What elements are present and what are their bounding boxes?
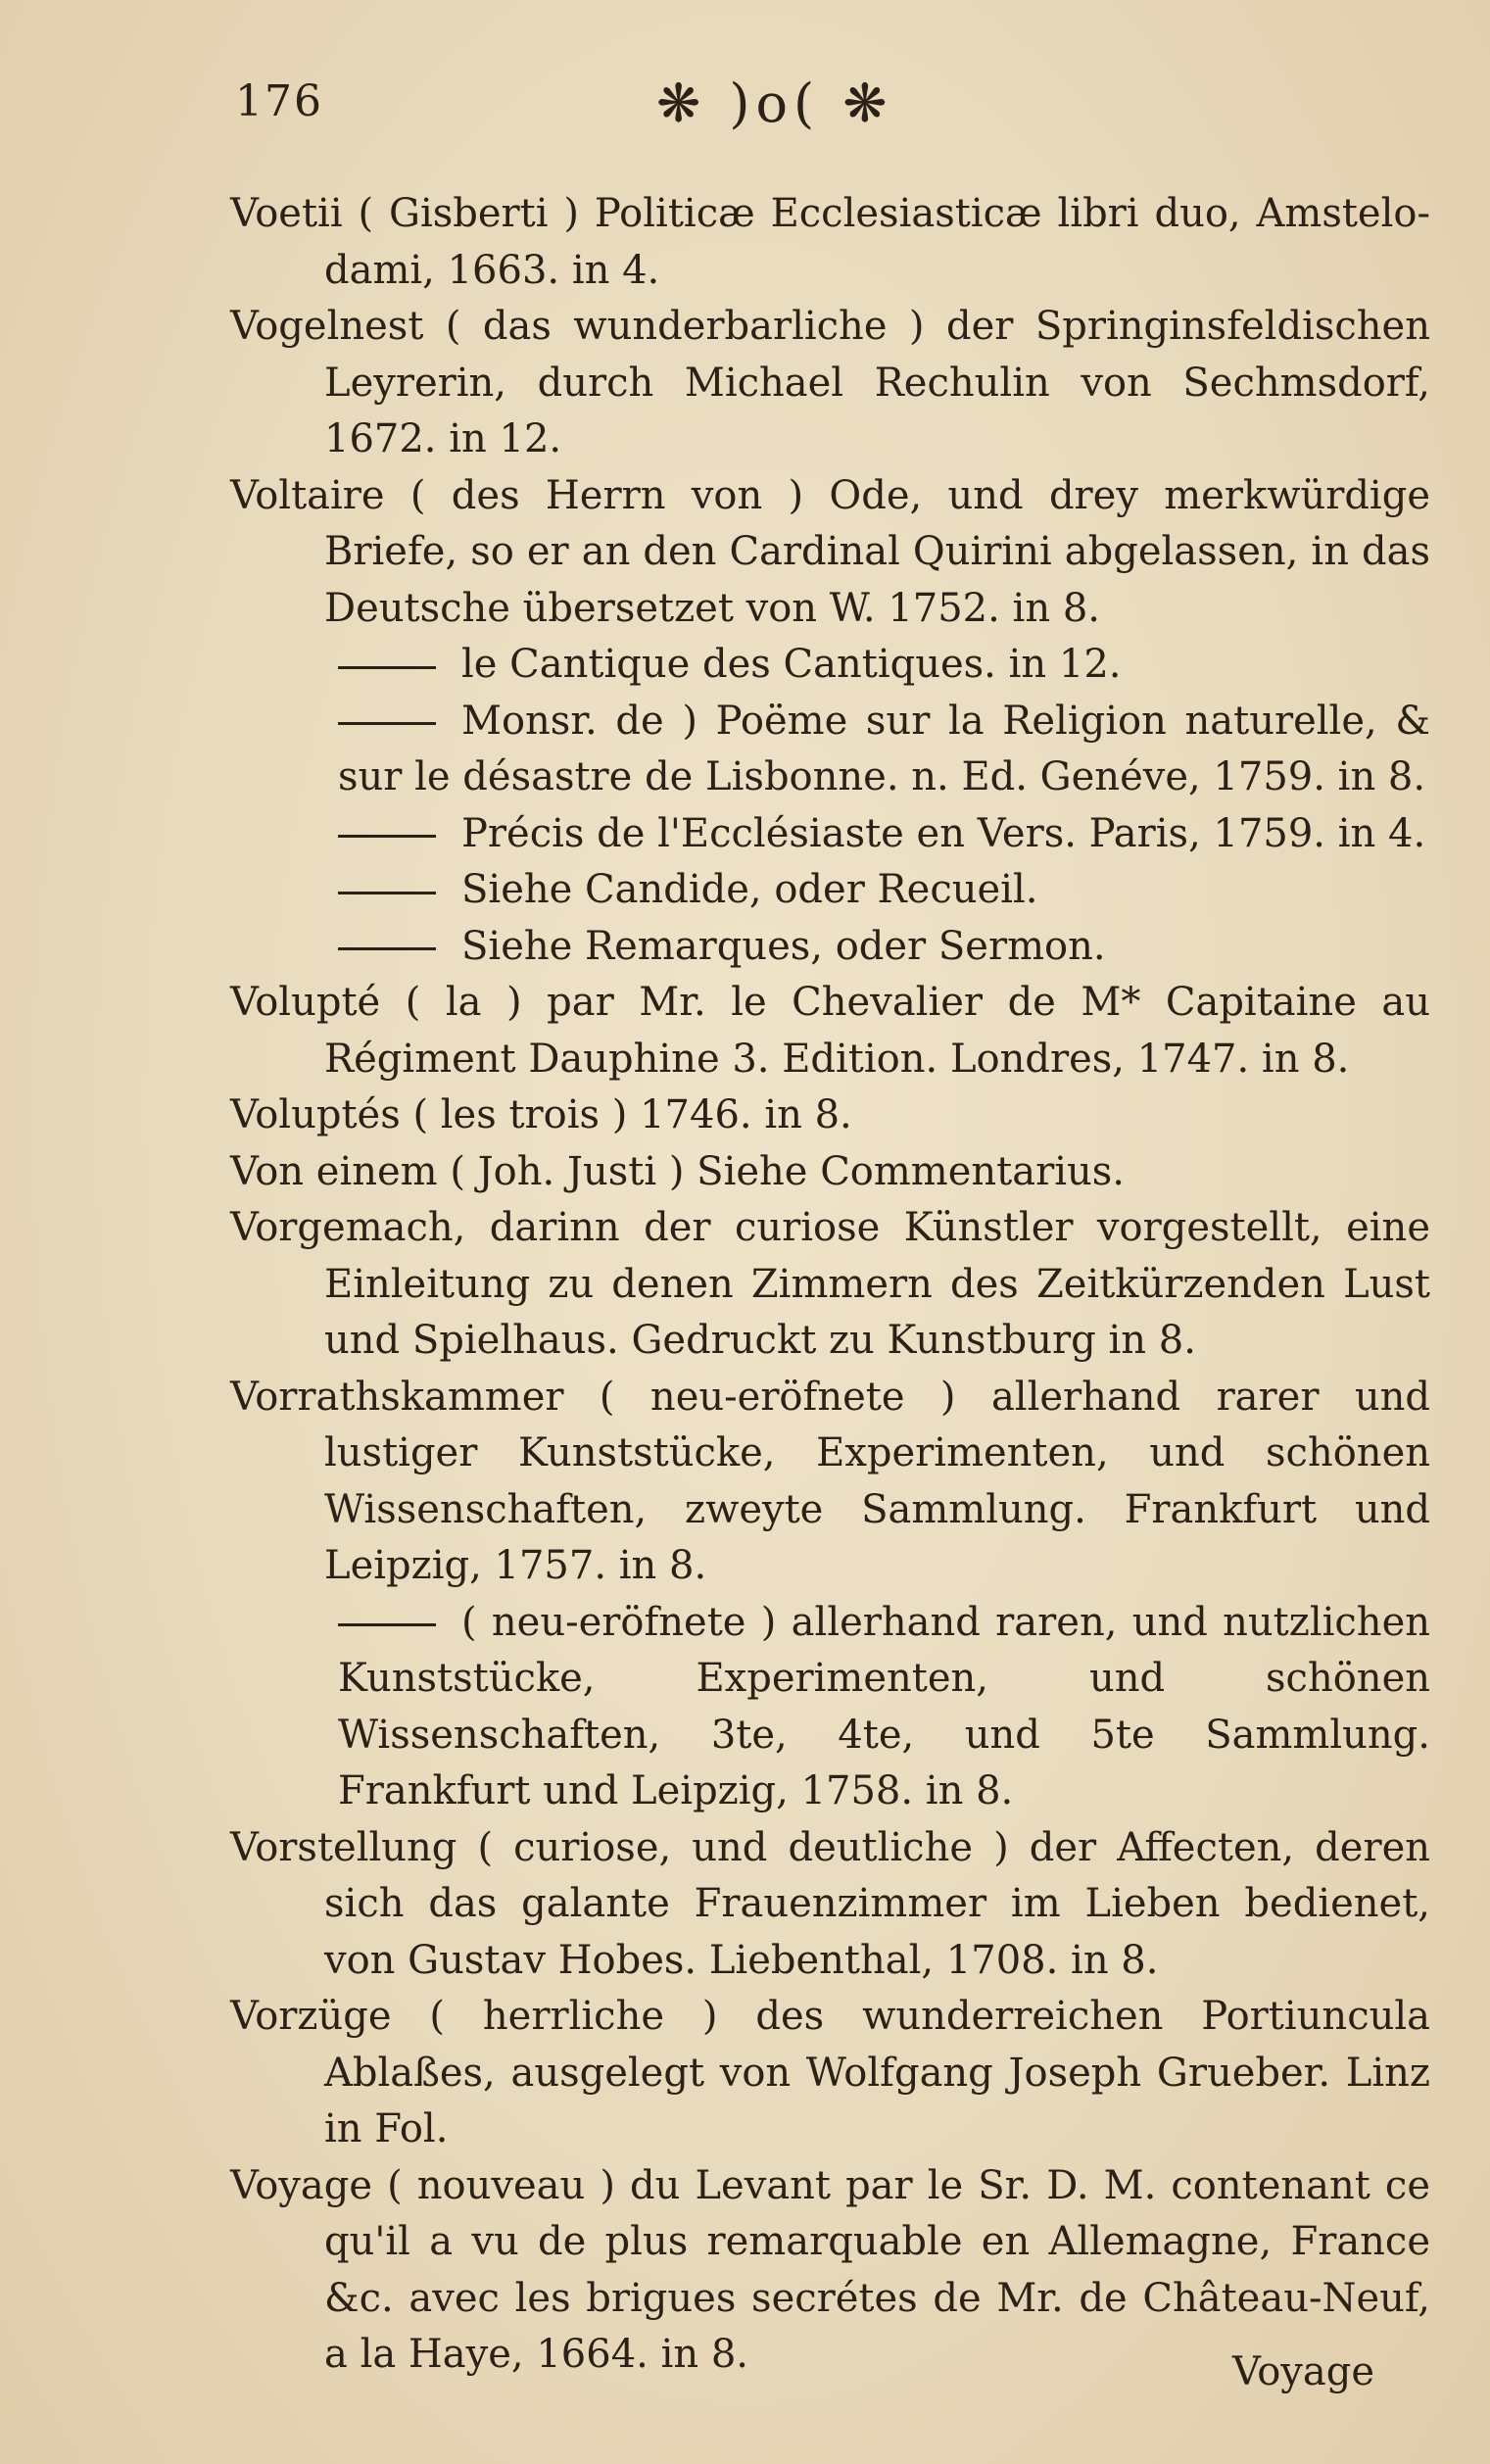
- catalog-entry: Volupté ( la ) par Mr. le Chevalier de M* Capitaine au Régiment Dauphine 3. Edition. Londres, 1747. in 8.: [230, 980, 1430, 1082]
- catalog-entry: Vogelnest ( das wunderbarliche ) der Springinsfeldischen Leyrerin, durch Michael Rechulin von Sechmsdorf, 1672. in 12.: [230, 304, 1430, 461]
- ditto-dash: [338, 892, 436, 894]
- page-number: 176: [235, 76, 323, 126]
- catalog-entry: Vorrathskammer ( neu-eröfnete ) allerhand rarer und lustiger Kunststücke, Experimenten, und schönen Wissenschaften, zweyte Sammlung. Frankfurt und Leipzig, 1757. in 8.: [230, 1374, 1430, 1588]
- catalog-entries: [230, 186, 1430, 2384]
- catchword: Voyage: [1232, 2349, 1375, 2394]
- catalog-entry: Voltaire ( des Herrn von ) Ode, und drey merkwürdige Briefe, so er an den Cardinal Quirini abgelassen, in das Deutsche übersetzet von W. 1752. in 8.: [230, 472, 1430, 631]
- ditto-dash: [338, 722, 436, 725]
- catalog-entry-continued: ( neu-eröfnete ) allerhand raren, und nutzlichen Kunststücke, Experimenten, und schönen Wissenschaften, 3te, 4te, und 5te Sammlung. Frankfurt und Leipzig, 1758. in 8.: [338, 1599, 1430, 1813]
- catalog-entry: Voyage ( nouveau ) du Levant par le Sr. D. M. contenant ce qu'il a vu de plus remarquable en Allemagne, France &c. avec les brigues secrétes de Mr. de Château-Neuf, a la Haye, 1664. in 8.: [230, 2162, 1430, 2377]
- catalog-entry: Vorzüge ( herrliche ) des wunderreichen Portiuncula Ablaßes, ausgelegt von Wolfgang Joseph Grueber. Linz in Fol.: [230, 1994, 1430, 2151]
- ditto-dash: [338, 666, 436, 669]
- catalog-entry-continued: Précis de l'Ecclésiaste en Vers. Paris, 1759. in 4.: [230, 806, 1430, 863]
- catalog-entry: Voetii ( Gisberti ) Politicæ Ecclesiasticæ libri duo, Amstelo-dami, 1663. in 4.: [230, 191, 1430, 293]
- catalog-entry-continued: Monsr. de ) Poëme sur la Religion naturelle, & sur le désastre de Lisbonne. n. Ed. Genéve, 1759. in 8.: [338, 698, 1430, 799]
- catalog-entry-continued: le Cantique des Cantiques. in 12.: [230, 637, 1430, 694]
- catalog-entry: Von einem ( Joh. Justi ) Siehe Commentarius.: [230, 1148, 1126, 1194]
- catalog-entry: Voluptés ( les trois ) 1746. in 8.: [230, 1092, 852, 1137]
- header-ornament: ❋ )o( ❋: [656, 72, 893, 134]
- page-header: [235, 72, 1391, 145]
- ditto-dash: [338, 947, 436, 950]
- ditto-dash: [338, 835, 436, 838]
- catalog-entry-continued: Siehe Remarques, oder Sermon.: [230, 919, 1430, 976]
- catalog-entry: Vorgemach, darinn der curiose Künstler vorgestellt, eine Einleitung zu denen Zimmern des Zeitkürzenden Lust und Spielhaus. Gedruckt zu Kunstburg in 8.: [230, 1205, 1430, 1363]
- catalog-entry-continued: Siehe Candide, oder Recueil.: [230, 862, 1430, 919]
- catalog-entry: Vorstellung ( curiose, und deutliche ) der Affecten, deren sich das galante Frauenzimmer im Lieben bedienet, von Gustav Hobes. Liebenthal, 1708. in 8.: [230, 1824, 1430, 1983]
- ditto-dash: [338, 1623, 436, 1626]
